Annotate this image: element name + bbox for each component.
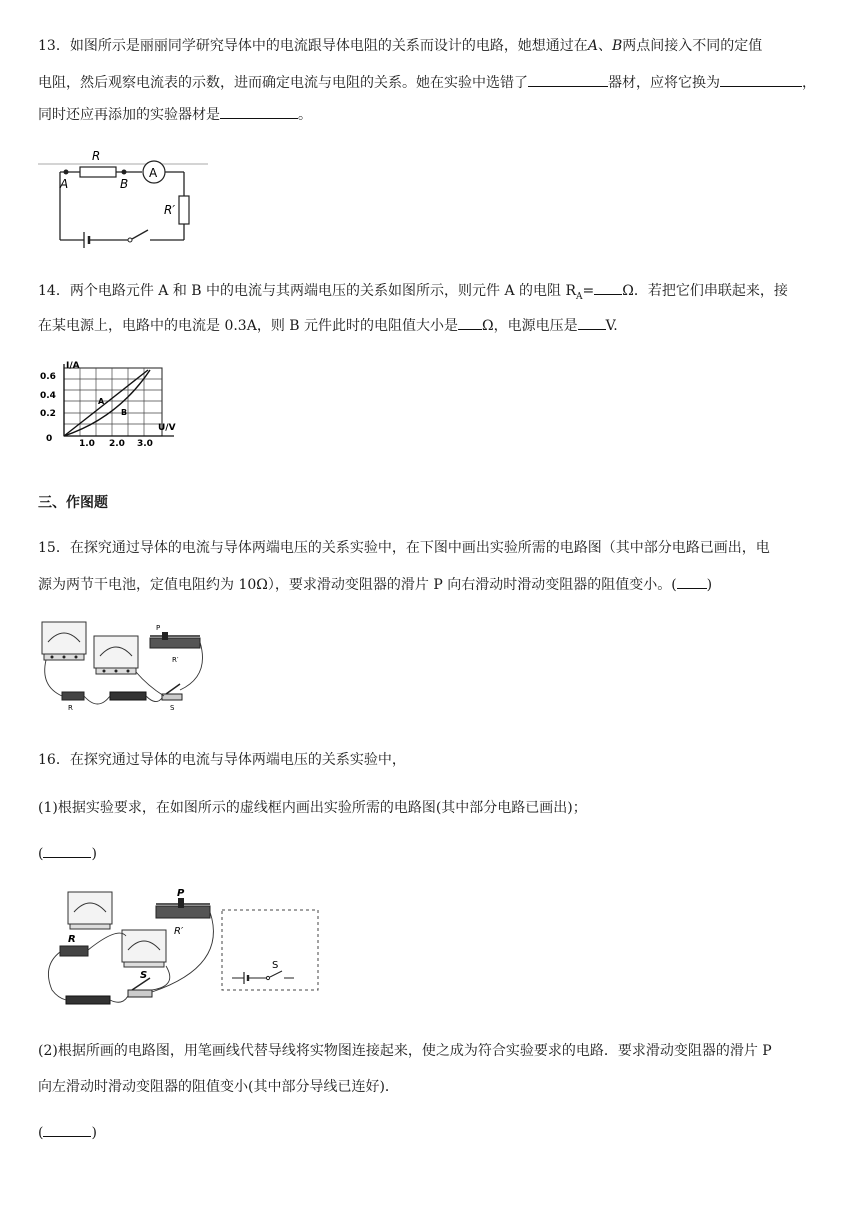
resistor-label: R (68, 934, 76, 945)
x-axis-label: U/V (158, 423, 176, 433)
q15-line-2: 源为两节干电池，定值电阻约为 10Ω），要求滑动变阻器的滑片 P 向右滑动时滑动变阻器的阻值变小。( ) (38, 574, 712, 595)
y-tick: 0.2 (40, 409, 56, 419)
x-tick: 2.0 (109, 439, 125, 449)
switch-icon (162, 684, 182, 700)
ammeter-icon (122, 930, 166, 967)
ammeter-icon (94, 636, 138, 674)
resistor-label: R (68, 704, 73, 712)
resistor-r (80, 167, 116, 177)
q16-line-1: 16．在探究通过导体的电流与导体两端电压的关系实验中， (38, 752, 406, 768)
svg-text:A: A (149, 166, 158, 180)
rheostat-label: R′ (174, 926, 184, 937)
resistor-icon (62, 692, 84, 700)
voltmeter-icon (42, 622, 86, 660)
q13-line-3: 同时还应再添加的实验器材是 。 (38, 104, 312, 125)
switch-label: S (170, 704, 175, 712)
q13-circuit-diagram (38, 148, 210, 248)
answer-blank[interactable] (220, 104, 298, 119)
resistor-icon (60, 946, 88, 956)
q16-part1-answer: ( ) (38, 843, 97, 864)
q16-part2-answer: ( ) (38, 1122, 97, 1143)
answer-blank[interactable] (528, 72, 608, 87)
x-tick: 3.0 (137, 439, 153, 449)
box-switch-label: S (272, 960, 279, 971)
switch-icon (132, 230, 148, 239)
answer-blank[interactable] (677, 574, 707, 589)
answer-blank[interactable] (594, 280, 622, 295)
curve-b-label: B (121, 408, 128, 417)
curve-a (64, 370, 148, 436)
section-heading: 三、作图题 (38, 495, 108, 511)
q13-line-2: 电阻，然后观察电流表的示数，进而确定电流与电阻的关系。她在实验中选错了 器材，应将它换为 ， (38, 72, 816, 93)
q16-part2-line-2: 向左滑动时滑动变阻器的阻值变小(其中部分导线已连好)． (38, 1079, 399, 1095)
q15-apparatus-picture (38, 616, 210, 718)
q16-part1: (1)根据实验要求，在如图所示的虚线框内画出实验所需的电路图(其中部分电路已画出)； (38, 800, 587, 816)
y-tick: 0.4 (40, 391, 56, 401)
y-tick: 0 (46, 434, 53, 444)
switch-label: S (140, 970, 148, 981)
slider-p-label: P (177, 888, 185, 899)
rheostat-icon (156, 898, 210, 918)
point-b-label: B (611, 38, 623, 54)
slider-p-label: P (156, 624, 161, 632)
answer-blank[interactable] (578, 315, 606, 330)
resistor-label: R (92, 149, 101, 163)
curve-a-label: A (98, 397, 105, 406)
x-tick: 1.0 (79, 439, 95, 449)
q16-apparatus-picture (38, 886, 322, 1012)
y-axis-label: I/A (66, 361, 80, 371)
node-a-label: A (60, 177, 69, 191)
voltmeter-icon (68, 892, 112, 929)
q16-part2-line-1: (2)根据所画的电路图，用笔画线代替导线将实物图连接起来，使之成为符合实验要求的电路．要求滑动变阻器的滑片 P (38, 1043, 772, 1059)
answer-blank[interactable] (720, 72, 802, 87)
y-tick: 0.6 (40, 372, 56, 382)
battery-icon (66, 996, 110, 1004)
rheostat-icon (150, 632, 200, 648)
q14-iu-graph (38, 360, 178, 452)
battery-icon (110, 692, 146, 700)
point-a-label: A (587, 38, 598, 54)
node-b-label: B (120, 177, 129, 191)
box-switch-icon (270, 971, 282, 977)
rheostat-label: R′ (172, 656, 179, 664)
answer-blank[interactable] (458, 315, 482, 330)
q13-line-1: 13．如图所示是丽丽同学研究导体中的电流跟导体电阻的关系而设计的电路，她想通过在A、B两点间接入不同的定值 (38, 38, 763, 54)
rheostat-r-prime (179, 196, 189, 224)
answer-blank[interactable] (43, 843, 91, 858)
q14-line-1: 14．两个电路元件 A 和 B 中的电流与其两端电压的关系如图所示，则元件 A 的电阻 $R_A= \Omega$．若把它们串联起来，接 (38, 280, 788, 307)
rheostat-label: R′ (164, 203, 176, 217)
answer-blank[interactable] (43, 1122, 91, 1137)
q15-line-1: 15．在探究通过导体的电流与导体两端电压的关系实验中，在下图中画出实验所需的电路图（其中部分电路已画出，电 (38, 540, 770, 556)
q14-line-2: 在某电源上，电路中的电流是 0.3A，则 B 元件此时的电阻值大小是 Ω，电源电压是 V. (38, 315, 618, 336)
